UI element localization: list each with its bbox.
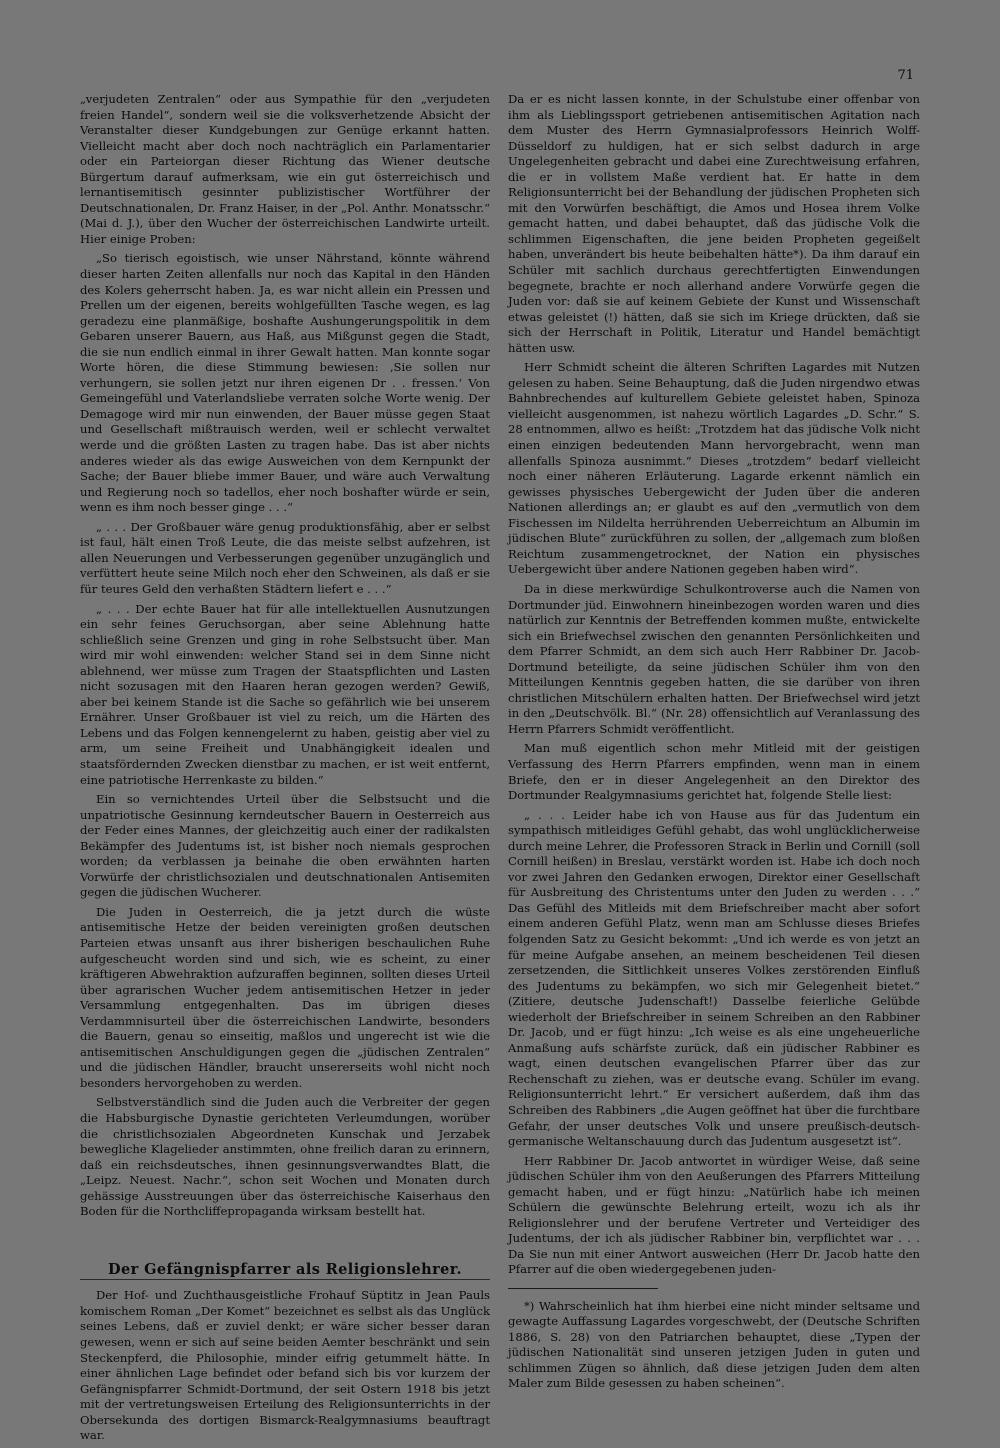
footnote-text: *) Wahrscheinlich hat ihm hierbei eine nicht minder seltsame und gewagte Auffassung Lagardes vorgeschwebt, der (Deutsche Schriften 1886, S. 28) von den Patriarchen behauptet, diese „Typen der jüdischen Nationalität sind unseren jetzigen Juden in guten und schlimmen Zügen so ähnlich, daß diese jetzigen Juden dem alten Maler zum Bilde gesessen zu haben scheinen“. bbox=[508, 1299, 920, 1391]
article-heading: Der Gefängnispfarrer als Religionslehrer. bbox=[80, 1262, 490, 1281]
right-column bbox=[508, 92, 920, 1395]
paragraph: „verjudeten Zentralen“ oder aus Sympathie für den „verjudeten freien Handel“, sondern weil sie die volksverhetzende Absicht der Veranstalter dieser Kundgebungen zur Genüge erkannt hatten. Vielleicht macht aber doch noch nachträglich ein Parlamentarier oder ein Parteiorgan dieser Richtung das Wiener deutsche Bürgertum darauf aufmerksam, wie ein gut österreichisch und lernantisemitisch gesinnter publizistischer Wortführer der Deutschnationalen, Dr. Franz Haiser, in der „Pol. Anthr. Monatsschr.“ (Mai d. J.), über den Wucher der österreichischen Landwirte urteilt. Hier einige Proben: bbox=[80, 92, 490, 246]
paragraph: Die Juden in Oesterreich, die ja jetzt durch die wüste antisemitische Hetze der beiden vereinigten großen deutschen Parteien etwas unsanft aus ihrer bisherigen beschaulichen Ruhe aufgescheucht worden sind und sich, wie es scheint, zu einer kräftigeren Abwehraktion aufzuraffen beginnen, sollten dieses Urteil über agrarischen Wucher jedem antisemitischen Hetzer in jeder Versammlung entgegenhalten. Das im übrigen dieses Verdammnisurteil über die österreichischen Landwirte, besonders die Bauern, genau so einseitig, maßlos und ungerecht ist wie die antisemitischen Anschuldigungen gegen die „jüdischen Zentralen“ und die jüdischen Händler, braucht unsererseits wohl nicht noch besonders hervorgehoben zu werden. bbox=[80, 904, 490, 1090]
paragraph: Da in diese merkwürdige Schulkontroverse auch die Namen von Dortmunder jüd. Einwohnern hineinbezogen worden waren und dies natürlich zur Kenntnis der Betreffenden kommen mußte, entwickelte sich ein Briefwechsel zwischen den genannten Persönlichkeiten und dem Pfarrer Schmidt, an dem sich auch Herr Rabbiner Dr. Jacob-Dortmund beteiligte, da seine jüdischen Schüler ihm von den Mitteilungen Kenntnis gegeben hatten, die sie darüber von ihren christlichen Mitschülern erhalten hatten. Der Briefwechsel wird jetzt in den „Deutschvölk. Bl.“ (Nr. 28) offensichtlich auf Veranlassung des Herrn Pfarrers Schmidt veröffentlicht. bbox=[508, 581, 920, 736]
left-column bbox=[80, 92, 490, 1448]
paragraph: Herr Rabbiner Dr. Jacob antwortet in würdiger Weise, daß seine jüdischen Schüler ihm von den Aeußerungen des Pfarrers Mitteilung gemacht haben, und er fügt hinzu: „Natürlich habe ich meinen Schülern die gewünschte Belehrung erteilt, wozu ich als ihr Religionslehrer und der berufene Vertreter und Verteidiger des Judentums, der ich als jüdischer Rabbiner bin, verpflichtet war . . . Da Sie nun mit einer Antwort ausweichen (Herr Dr. Jacob hatte den Pfarrer auf die oben wiedergegebenen juden- bbox=[508, 1153, 920, 1277]
quote-paragraph: „So tierisch egoistisch, wie unser Nährstand, könnte während dieser harten Zeiten allenfalls nur noch das Kapital in den Händen des Kolers geherrscht haben. Ja, es war nicht allein ein Pressen und Prellen um der eigenen, bereits wohlgefüllten Tasche wegen, es lag geradezu eine planmäßige, boshafte Aushungerungspolitik in dem Gebaren unserer Bauern, aus Haß, aus Mißgunst gegen die Stadt, die sie nun endlich einmal in ihrer Gewalt hatten. Man konnte sogar Worte hören, die diese Stimmung bewiesen: ‚Sie sollen nur verhungern, sie sollen jetzt nur ihren eigenen Dr . . fressen.‘ Von Gemeingefühl und Vaterlandsliebe verraten solche Worte wenig. Der Demagoge wird mir nun einwenden, der Bauer müsse gegen Staat und Gesellschaft mißtrauisch werden, weil er schlecht verwaltet werde und die größten Lasten zu tragen habe. Das ist aber nichts anderes wieder als das ewige Ausweichen von dem Kernpunkt der Sache; der Bauer bliebe immer Bauer, und wäre auch Verwaltung und Regierung noch so tadellos, eher noch boshafter würde er sein, wenn es ihm noch besser ginge . . .“ bbox=[80, 251, 490, 515]
paragraph: Selbstverständlich sind die Juden auch die Verbreiter der gegen die Habsburgische Dynastie gerichteten Verleumdungen, worüber die christlichsozialen Abgeordneten Kunschak und Jerzabek bewegliche Klagelieder anstimmten, ohne freilich daran zu erinnern, daß ein reichsdeutsches, ihnen gesinnungsverwandtes Blatt, die „Leipz. Neuest. Nachr.“, schon seit Wochen und Monaten durch gehässige Ausstreuungen über das österreichische Kaiserhaus den Boden für die Northcliffepropaganda wirksam bestellt hat. bbox=[80, 1095, 490, 1219]
quote-paragraph: „ . . . Der echte Bauer hat für alle intellektuellen Ausnutzungen ein sehr feines Geruchsorgan, aber seine Ablehnung hatte schließlich seine Grenzen und ging in rohe Selbstsucht über. Man wird mir wohl einwenden: welcher Stand sei in dem Sinne nicht ablehnend, wer müsse zum Tragen der Staatspflichten und Lasten nicht sozusagen mit den Haaren heran gezogen werden? Gewiß, aber bei keinem Stande ist die Sache so gefährlich wie bei unserem Ernährer. Unser Großbauer ist viel zu reich, um die Härten des Lebens und das Folgen kennengelernt zu haben, geistig aber viel zu arm, um seine Freiheit und Unabhängigkeit idealen und staatsfördernden Zwecken dienstbar zu machen, er ist weit entfernt, eine patriotische Herrenkaste zu bilden.“ bbox=[80, 601, 490, 787]
quote-paragraph: „ . . . Leider habe ich von Hause aus für das Judentum ein sympathisch mitleidiges Gefühl gehabt, das wohl unglücklicherweise durch meine Lehrer, die Professoren Strack in Berlin und Cornill (soll Cornill heißen) in Breslau, verstärkt worden ist. Habe ich doch noch vor zwei Jahren den Gedanken erwogen, Direktor einer Gesellschaft für Ausbreitung des Christentums unter den Juden zu werden . . .“ Das Gefühl des Mitleids mit dem Briefschreiber macht aber sofort einem anderen Gefühl Platz, wenn man am Schlusse dieses Briefes folgenden Satz zu Gesicht bekommt: „Und ich werde es von jetzt an für meine Aufgabe ansehen, an meinem bescheidenen Teil diesen zersetzenden, die Sittlichkeit unseres Volkes zerstörenden Einfluß des Judentums zu bekämpfen, wo sich mir Gelegenheit bietet.“ (Zitiere, deutsche Judenschaft!) Dasselbe feierliche Gelübde wiederholt der Briefschreiber in seinem Schreiben an den Rabbiner Dr. Jacob, und er fügt hinzu: „Ich weise es als eine ungeheuerliche Anmaßung aufs schärfste zurück, daß ein jüdischer Rabbiner es wagt, einen deutschen evangelischen Pfarrer über das zur Rechenschaft zu ziehen, was er deutsche evang. Schüler im evang. Religionsunterricht lehrt.“ Er versichert außerdem, daß ihm das Schreiben des Rabbiners „die Augen geöffnet hat über die furchtbare Gefahr, der unser deutsches Volk und unsere preußisch-deutsch-germanische Weltanschauung durch das Judentum ausgesetzt ist“. bbox=[508, 807, 920, 1149]
quote-paragraph: „ . . . Der Großbauer wäre genug produktionsfähig, aber er selbst ist faul, hält einen Troß Leute, die das meiste selbst aufzehren, ist allen Neuerungen und Verbesserungen gegenüber unzugänglich und verfüttert heute seine Milch noch eher den Schweinen, als daß er sie für teures Geld den verhaßten Städtern liefert e . . .“ bbox=[80, 519, 490, 596]
footnote bbox=[508, 1299, 920, 1391]
footnote-divider bbox=[508, 1288, 658, 1289]
paragraph: Da er es nicht lassen konnte, in der Schulstube einer offenbar von ihm als Lieblingssport getriebenen antisemitischen Agitation nach dem Muster des Herrn Gymnasialprofessors Heinrich Wolff-Düsseldorf zu huldigen, hat er sich selbst dadurch in arge Ungelegenheiten gebracht und dabei eine Zurechtweisung erfahren, die er in vollstem Maße verdient hat. Er hatte in dem Religionsunterricht bei der Behandlung der jüdischen Propheten sich mit den Vorwürfen beschäftigt, die Amos und Hosea ihrem Volke gemacht hatten, und dabei behauptet, daß das jüdische Volk die schlimmen Eigenschaften, die jene beiden Propheten gegeißelt haben, unverändert bis heute beibehalten hätte*). Da ihm darauf ein Schüler mit sachlich durchaus gerechtfertigten Einwendungen begegnete, brachte er noch allerhand andere Vorwürfe gegen die Juden vor: daß sie auf keinem Gebiete der Kunst und Wissenschaft etwas geleistet (!) hätten, daß sie sich im Kriege drückten, daß sie sich der Herrschaft in Politik, Literatur und Handel bemächtigt hätten usw. bbox=[508, 92, 920, 355]
paragraph: Ein so vernichtendes Urteil über die Selbstsucht und die unpatriotische Gesinnung kerndeutscher Bauern in Oesterreich aus der Feder eines Mannes, der gleichzeitig auch einer der radikalsten Bekämpfer des Judentums ist, ist bisher noch niemals gesprochen worden; da verblassen ja beinahe die oben erwähnten harten Vorwürfe der christlichsozialen und deutschnationalen Antisemiten gegen die jüdischen Wucherer. bbox=[80, 792, 490, 900]
page-number: 71 bbox=[897, 68, 914, 83]
paragraph: Herr Schmidt scheint die älteren Schriften Lagardes mit Nutzen gelesen zu haben. Seine Behauptung, daß die Juden nirgendwo etwas Bahnbrechendes auf kulturellem Gebiete geleistet haben, Spinoza vielleicht ausgenommen, ist nahezu wörtlich Lagardes „D. Schr.“ S. 28 entnommen, allwo es heißt: „Trotzdem hat das jüdische Volk nicht einen einzigen bedeutenden Mann hervorgebracht, wenn man allenfalls Spinoza ausnimmt.“ Dieses „trotzdem“ bedarf vielleicht noch einer näheren Erläuterung. Lagarde erkennt nämlich ein gewisses physisches Uebergewicht der Juden über die anderen Nationen allerdings an; er glaubt es auf den „vermutlich von dem Fischessen im Nildelta herrührenden Ueberreichtum an Albumin im jüdischen Blute“ zurückführen zu sollen, der „allgemach zum bloßen Reichtum zusammengetrocknet, der Nation ein physisches Uebergewicht über andere Nationen gegeben haben wird“. bbox=[508, 360, 920, 577]
paragraph: Man muß eigentlich schon mehr Mitleid mit der geistigen Verfassung des Herrn Pfarrers empfinden, wenn man in einem Briefe, den er in dieser Angelegenheit an den Direktor des Dortmunder Realgymnasiums gerichtet hat, folgende Stelle liest: bbox=[508, 741, 920, 803]
paragraph: Der Hof- und Zuchthausgeistliche Frohauf Süptitz in Jean Pauls komischem Roman „Der Komet“ bezeichnet es selbst als das Unglück seines Lebens, daß er zuviel denkt; er wäre sicher besser daran gewesen, wenn er sich auf seine beiden Aemter beschränkt und sein Steckenpferd, die Philosophie, minder eifrig getummelt hätte. In einer ähnlichen Lage befindet oder befand sich bis vor kurzem der Gefängnispfarrer Schmidt-Dortmund, der seit Ostern 1918 bis jetzt mit der vertretungsweisen Erteilung des Religionsunterrichts in der Obersekunda des dortigen Bismarck-Realgymnasiums beauftragt war. bbox=[80, 1288, 490, 1443]
